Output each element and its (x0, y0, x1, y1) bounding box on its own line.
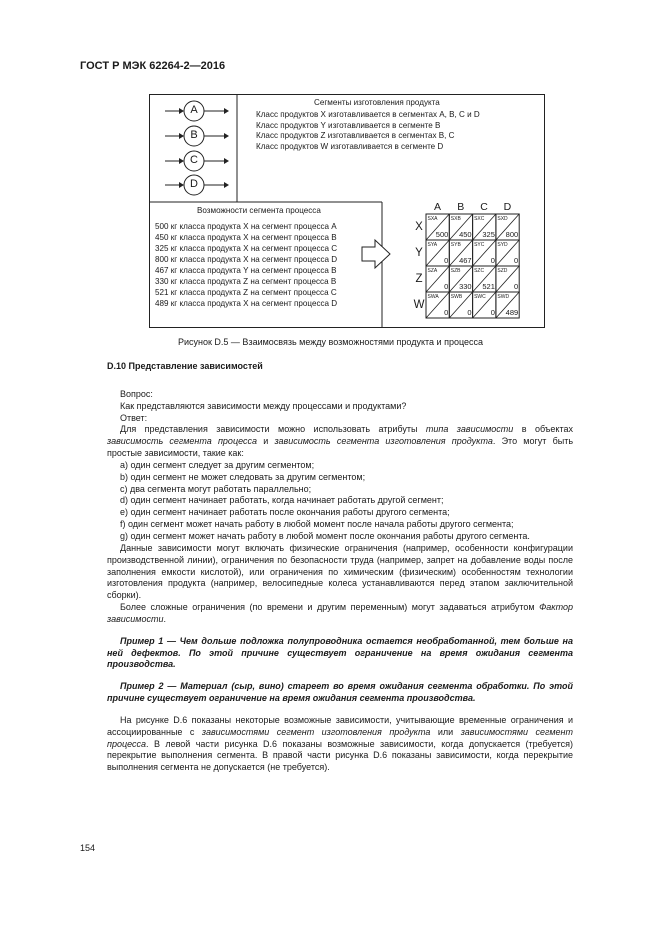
cell-value: 500 (435, 230, 449, 239)
cell-value: 0 (444, 308, 449, 317)
final-text: На рисунке D.6 показаны некоторые возможные зависимости, учитывающие временные ограничения и ассоциированные с (107, 714, 573, 737)
segments-line: Класс продуктов Z изготавливается в сегментах B, C (256, 131, 455, 140)
section-title: D.10 Представление зависимостей (107, 361, 263, 371)
complex-text: Более сложные ограничения (по времени и другим переменным) могут задаваться атрибутом (120, 602, 540, 613)
cell-value: 800 (505, 230, 519, 239)
answer-italic: зависимость сегмента изготовления продукта (274, 436, 493, 447)
cell-value: 0 (444, 256, 449, 265)
answer-text: Для представления зависимости можно использовать атрибуты (120, 424, 426, 435)
cell-label: SZD (497, 268, 508, 274)
cell-value: 450 (459, 230, 472, 239)
cell-value: 0 (490, 308, 495, 317)
cell-label: SYD (497, 242, 508, 248)
cell-value: 467 (459, 256, 472, 265)
paragraph-physical: Данные зависимости могут включать физические ограничения (например, особенности конфигурации производственной линии), ограничения по безопасности труда (например, запрет на добавление воды после заполнения емкости кислотой), или ограничения по химическим (физическим) особенностям технологии изготовления продукта (например, велосипедные колеса устанавливаются перед этапом заключительной сборки). (107, 542, 573, 601)
arrowhead-icon (224, 133, 229, 139)
cell-label: SYB (450, 242, 461, 248)
cell-label: SYA (427, 242, 438, 248)
page-number: 154 (80, 843, 96, 853)
cell-label: SXA (427, 216, 438, 222)
capability-line: 800 кг класса продукта X на сегмент процесса D (155, 255, 338, 264)
answer-text: в объектах (513, 424, 573, 435)
cell-label: SWB (450, 294, 463, 300)
cell-value: 0 (490, 256, 495, 265)
matrix-column-header: C (480, 201, 488, 213)
cell-value: 325 (482, 230, 495, 239)
complex-text: . (163, 613, 166, 624)
circle-label-b: B (190, 129, 198, 141)
final-italic: зависимостями сегмент процесса (107, 726, 573, 749)
circle-label-a: A (190, 104, 198, 116)
cell-value: 0 (514, 282, 519, 291)
paragraph-final (107, 715, 573, 774)
cell-label: SZC (474, 268, 485, 274)
capability-title: Возможности сегмента процесса (197, 206, 321, 215)
circle-label-d: D (190, 178, 198, 190)
arrowhead-icon (224, 108, 229, 114)
segments-title: Сегменты изготовления продукта (314, 98, 440, 107)
cell-value: 0 (444, 282, 449, 291)
question-label: Вопрос: (120, 388, 153, 399)
cell-label: SWD (497, 294, 510, 300)
cell-label: SZB (450, 268, 461, 274)
answer-italic: зависимость сегмента процесса (107, 436, 257, 447)
list-item: d) один сегмент начинает работать, когда начинает работать другой сегмент; (120, 495, 444, 506)
list-item: b) один сегмент не может следовать за другим сегментом; (120, 471, 366, 482)
double-arrow-icon (362, 240, 390, 268)
body-text (107, 361, 573, 774)
matrix-column-header: A (433, 201, 441, 213)
circle-label-c: C (190, 154, 198, 166)
matrix-column-header: B (457, 201, 465, 213)
matrix-column-header: D (503, 201, 512, 213)
answer-label: Ответ: (120, 412, 148, 423)
final-italic: зависимостями сегмент изготовления продукта (201, 726, 431, 737)
cell-label: SZA (427, 268, 438, 274)
capability-line: 450 кг класса продукта X на сегмент процесса B (155, 233, 337, 242)
capability-line: 521 кг класса продукта Z на сегмент процесса C (155, 288, 337, 297)
example-2: Пример 2 — Материал (сыр, вино) стареет во время ожидания сегмента обработки. По этой причине существует ограничение на время ожидания сегмента производства. (107, 681, 573, 704)
list-item: f) один сегмент может начать работу в любой момент после начала работы другого сегмента; (120, 519, 514, 530)
list-item: a) один сегмент следует за другим сегментом; (120, 459, 315, 470)
cell-value: 330 (459, 282, 472, 291)
cell-label: SXD (497, 216, 508, 222)
segments-line: Класс продуктов X изготавливается в сегментах A, B, C и D (256, 110, 480, 119)
cell-value: 521 (482, 282, 495, 291)
cell-label: SWC (474, 294, 486, 300)
cell-value: 0 (514, 256, 519, 265)
list-item: c) два сегмента могут работать параллельно; (120, 483, 312, 494)
segments-line: Класс продуктов Y изготавливается в сегменте B (256, 120, 441, 130)
complex-italic: Фактор зависимости (107, 602, 573, 624)
matrix-row-header: X (415, 221, 423, 233)
list-item: e) один сегмент начинает работать после окончания работы другого сегмента; (120, 507, 450, 518)
answer-text: и (257, 436, 275, 447)
capability-line: 500 кг класса продукта X на сегмент процесса A (155, 222, 337, 231)
paragraph-complex (107, 602, 573, 626)
segments-line: Класс продуктов W изготавливается в сегменте D (256, 141, 444, 151)
final-text: или (430, 726, 461, 737)
capability-line: 330 кг класса продукта Z на сегмент процесса B (155, 277, 337, 286)
cell-label: SYC (474, 242, 485, 248)
cell-label: SWA (427, 294, 439, 300)
matrix-row-header: Z (415, 273, 423, 285)
matrix-row-header: Y (415, 247, 423, 259)
list-item: g) один сегмент может начать работу в любой момент после окончания работы другого сегмента. (120, 530, 530, 541)
figure-d5 (149, 94, 545, 328)
capability-line: 467 кг класса продукта Y на сегмент процесса B (155, 266, 337, 275)
matrix-row-header: W (413, 299, 425, 311)
answer-italic: типа зависимости (425, 424, 514, 435)
final-text: . В левой части рисунка D.6 показаны возможные зависимости, когда допускается (требуется) перекрытие выполнения сегмента. В правой части рисунка D.6 показаны зависимости, когда перекрытие выполнения сегмента не допускается (не требуется). (107, 738, 573, 773)
answer-paragraph (107, 424, 573, 460)
figure-caption: Рисунок D.5 — Взаимосвязь между возможностями продукта и процесса (177, 337, 484, 347)
arrowhead-icon (224, 182, 229, 188)
cell-label: SXB (450, 216, 461, 222)
example-1: Пример 1 — Чем дольше подложка полупроводника остается необработанной, тем больше на ней дефектов. По этой причине существует ограничение на время ожидания сегмента производства. (107, 635, 573, 670)
cell-value: 0 (467, 308, 472, 317)
cell-label: SXC (474, 216, 485, 222)
arrowhead-icon (224, 158, 229, 164)
standard-header: ГОСТ Р МЭК 62264-2—2016 (80, 60, 226, 72)
answer-text: . Это могут быть простые зависимости, такие как: (107, 436, 574, 459)
capability-line: 325 кг класса продукта X на сегмент процесса C (155, 244, 338, 253)
cell-value: 489 (505, 308, 519, 317)
question-text: Как представляются зависимости между процессами и продуктами? (120, 400, 407, 411)
capability-line: 489 кг класса продукта X на сегмент процесса D (155, 299, 338, 308)
